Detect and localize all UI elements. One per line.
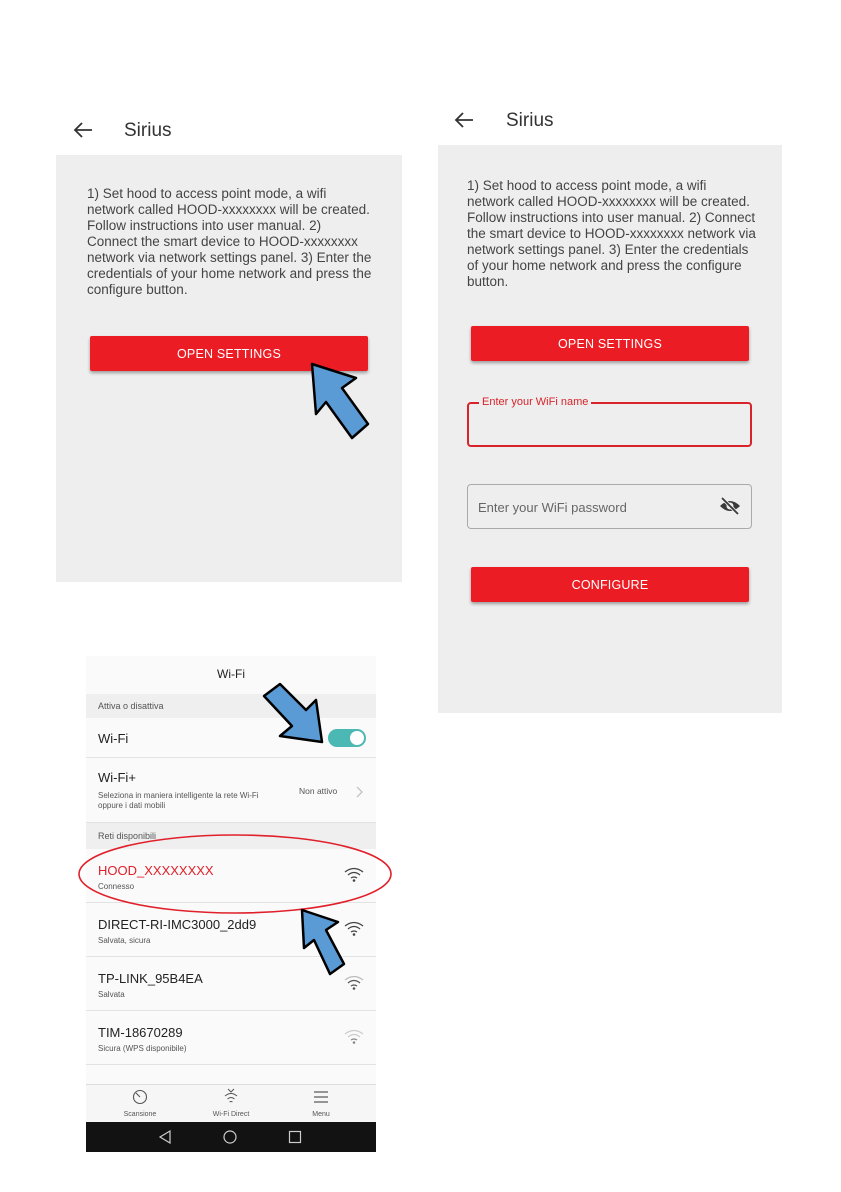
network-row-partial — [86, 1065, 376, 1085]
pointer-arrow-icon — [296, 906, 356, 980]
wifi-plus-desc-2: oppure i dati mobili — [98, 801, 166, 810]
wifi-signal-icon — [344, 1029, 364, 1044]
wifi-direct-icon — [223, 1088, 239, 1106]
chevron-right-icon — [356, 786, 364, 798]
network-name: HOOD_XXXXXXXX — [98, 863, 214, 878]
highlight-ellipse — [76, 832, 394, 916]
menu-icon — [313, 1090, 329, 1104]
nav-recents-icon[interactable] — [288, 1130, 302, 1144]
network-name: DIRECT-RI-IMC3000_2dd9 — [98, 917, 257, 932]
wifi-plus-status: Non attivo — [299, 786, 338, 796]
bottom-tab-bar — [86, 1084, 376, 1123]
pointer-arrow-icon — [258, 680, 354, 752]
tab-wifi-direct[interactable] — [191, 1085, 271, 1123]
wifi-password-field[interactable] — [467, 484, 752, 529]
right-app-screen — [438, 98, 782, 713]
pointer-arrow-icon — [300, 358, 380, 458]
tab-label: Wi-Fi Direct — [212, 1111, 250, 1118]
instructions-text: 1) Set hood to access point mode, a wifi network called HOOD-xxxxxxxx will be created. Follow instructions into user manual. 2) Connect the smart device to HOOD-xxxxxxxx network via network settings panel. 3) Enter the credentials of your home network and press the configure button. — [467, 178, 756, 289]
wifi-plus-desc-1: Seleziona in maniera intelligente la rete Wi-Fi — [98, 791, 259, 800]
tab-label: Menu — [312, 1111, 330, 1118]
instructions-text: 1) Set hood to access point mode, a wifi network called HOOD-xxxxxxxx will be created. Follow instructions into user manual. 2) Connect the smart device to HOOD-xxxxxxxx network via network settings panel. 3) Enter the credentials of your home network and press the configure button. — [87, 186, 372, 297]
network-name: TP-LINK_95B4EA — [98, 971, 203, 986]
back-arrow-icon[interactable] — [72, 119, 94, 141]
left-app-screen — [56, 108, 402, 582]
nav-back-icon[interactable] — [158, 1130, 172, 1144]
tab-scansione[interactable] — [100, 1085, 180, 1123]
eye-off-icon[interactable] — [718, 496, 742, 516]
wifi-password-placeholder: Enter your WiFi password — [478, 500, 627, 515]
back-arrow-icon[interactable] — [453, 109, 475, 131]
scan-icon — [132, 1089, 148, 1105]
network-status: Connesso — [98, 882, 135, 891]
app-title: Sirius — [124, 120, 172, 141]
open-settings-button[interactable]: OPEN SETTINGS — [90, 336, 368, 371]
section-networks-header: Reti disponibili — [86, 823, 376, 849]
content-panel — [438, 145, 782, 713]
tab-label: Scansione — [123, 1111, 157, 1118]
wifi-plus-row[interactable] — [86, 758, 376, 823]
wifi-toggle-label: Wi-Fi — [98, 731, 129, 746]
wifi-screen-title: Wi-Fi — [217, 667, 245, 681]
network-row-tim[interactable] — [86, 1011, 376, 1065]
android-nav-bar — [86, 1122, 376, 1152]
wifi-plus-label: Wi-Fi+ — [98, 770, 136, 785]
configure-button[interactable]: CONFIGURE — [471, 567, 749, 602]
wifi-name-field[interactable] — [467, 396, 752, 447]
network-status: Salvata, sicura — [98, 936, 151, 945]
app-title: Sirius — [506, 110, 554, 131]
network-name: TIM-18670289 — [98, 1025, 183, 1040]
section-toggle-header: Attiva o disattiva — [86, 694, 376, 718]
wifi-name-label: Enter your WiFi name — [479, 396, 591, 408]
open-settings-button[interactable]: OPEN SETTINGS — [471, 326, 749, 361]
network-status: Sicura (WPS disponibile) — [98, 1044, 187, 1053]
network-status: Salvata — [98, 990, 125, 999]
tab-menu[interactable] — [281, 1085, 361, 1123]
nav-home-icon[interactable] — [223, 1130, 237, 1144]
